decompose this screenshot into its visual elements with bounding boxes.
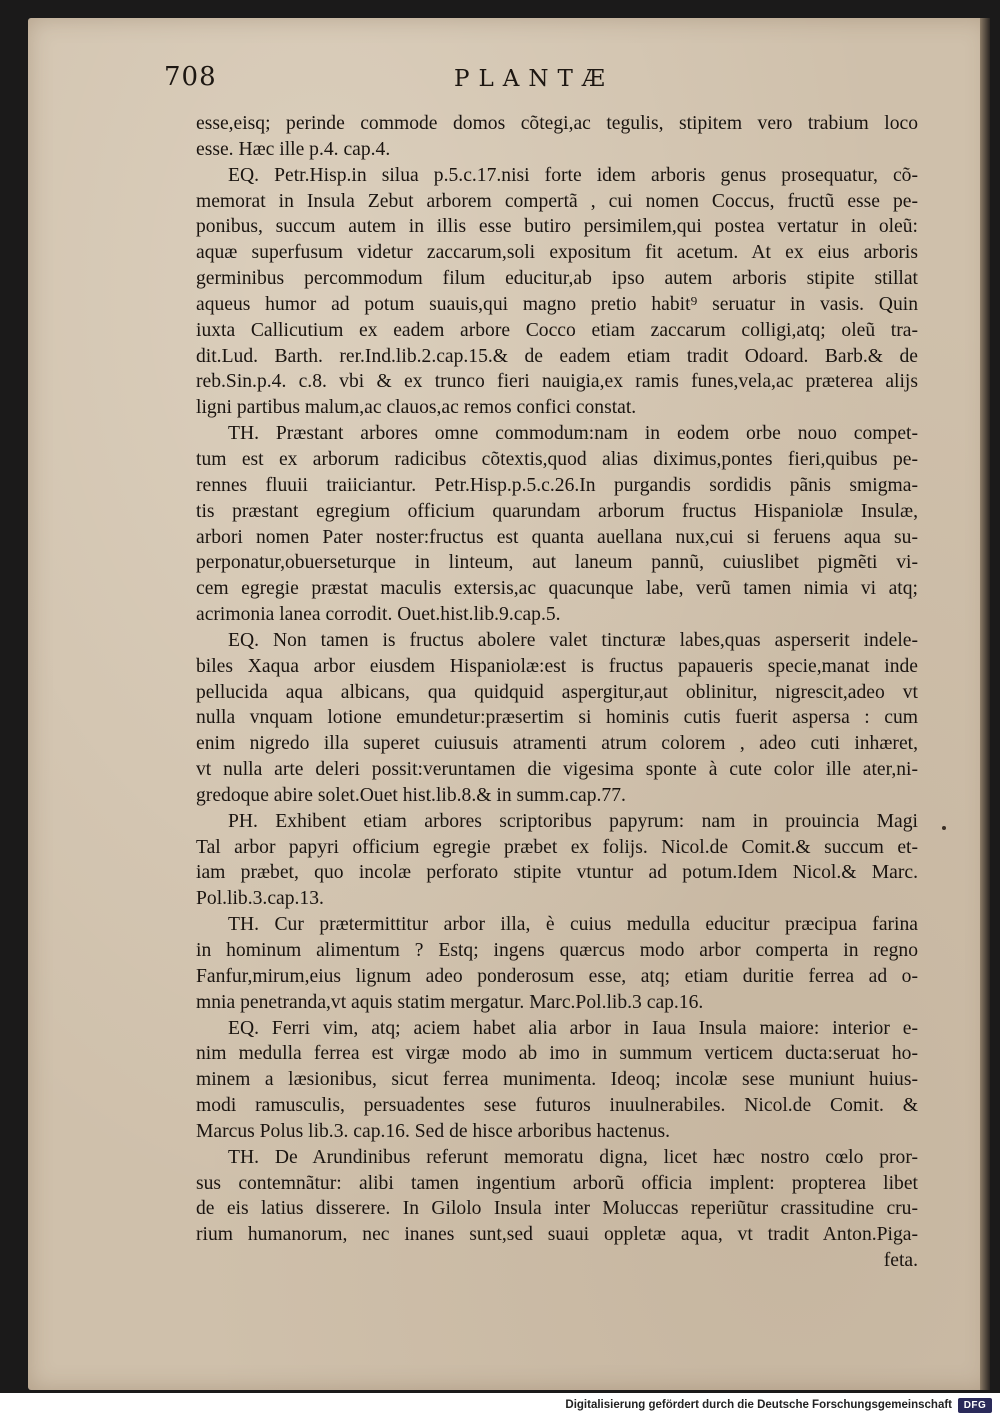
text-line: reb.Sin.p.4. c.8. vbi & ex trunco fieri nauigia,ex ramis funes,vela,ac præterea alijs bbox=[196, 371, 918, 393]
text-line: TH. Cur prætermittitur arbor illa, è cuius medulla educitur præcipua farina bbox=[228, 914, 918, 936]
text-line: Pol.lib.3.cap.13. bbox=[196, 888, 324, 910]
text-line: feta. bbox=[883, 1250, 918, 1272]
running-title: PLANTÆ bbox=[454, 66, 614, 92]
text-line: TH. Præstant arbores omne commodum:nam in eodem orbe nouo compet- bbox=[228, 423, 918, 445]
page-edge bbox=[980, 18, 990, 1390]
text-line: iuxta Callicutium ex eadem arbore Cocco etiam zaccarum colligi,atq; oleũ tra- bbox=[196, 319, 918, 341]
page-number: 708 bbox=[164, 62, 217, 92]
text-line: minem a læsionibus, sicut ferrea munimenta. Ideoq; incolæ sese muniunt huius- bbox=[196, 1069, 918, 1091]
text-line: tum est ex arborum radicibus cõtextis,quod alias diximus,pontes fieri,quibus pe- bbox=[196, 448, 918, 470]
text-line: nim medulla ferrea est virgæ modo ab imo in summum verticem ducta:seruat ho- bbox=[196, 1043, 918, 1065]
text-line: rennes fluuii traiiciantur. Petr.Hisp.p.5.c.26.In purgandis sordidis pãnis smigma- bbox=[196, 474, 918, 496]
text-line: esse,eisq; perinde commode domos cõtegi,ac tegulis, stipitem vero trabium loco bbox=[196, 113, 918, 134]
text-line: TH. De Arundinibus referunt memoratu digna, licet hæc nostro cœlo pror- bbox=[228, 1146, 918, 1168]
text-line: rium humanorum, nec inanes sunt,sed suaui oppletæ aqua, vt tradit Anton.Piga- bbox=[196, 1224, 918, 1246]
running-head bbox=[164, 62, 914, 102]
text-line: memorat in Insula Zebut arborem compertã , cui nomen Coccus, fructũ esse pe- bbox=[196, 190, 918, 212]
text-line: EQ. Ferri vim, atq; aciem habet alia arbor in Iaua Insula maiore: interior e- bbox=[228, 1017, 918, 1039]
text-line: aqueus humor ad potum suauis,qui magno pretio habit⁹ seruatur in vasis. Quin bbox=[196, 293, 918, 315]
text-line: biles Xaqua arbor eiusdem Hispaniolæ:est is fructus papaueris specie,manat inde bbox=[196, 655, 918, 677]
text-line: sus contemnãtur: alibi tamen ingentium arborũ officia implent: propterea libet bbox=[196, 1172, 918, 1194]
text-line: arbori nomen Pater noster:fructus est quanta auellana nux,cui si feruens aqua su- bbox=[196, 526, 918, 548]
text-line: dit.Lud. Barth. rer.Ind.lib.2.cap.15.& de eadem etiam tradit Odoard. Barb.& de bbox=[196, 345, 918, 367]
text-line: mnia penetranda,vt aquis statim mergatur. Marc.Pol.lib.3 cap.16. bbox=[196, 991, 704, 1013]
text-line: PH. Exhibent etiam arbores scriptoribus papyrum: nam in prouincia Magi bbox=[228, 810, 918, 832]
text-line: cem egregie præstat maculis extersis,ac quacunque labe, verũ tamen nimia vi atq; bbox=[196, 578, 918, 600]
text-line: perponatur,obuerseturque in linteum, aut laneum pannũ, cuiuslibet pigmẽti vi- bbox=[196, 552, 918, 574]
margin-mark bbox=[942, 826, 946, 830]
text-line: nulla vnquam lotione emundetur:præsertim si hominis cutis fuerit aspersa : cum bbox=[196, 707, 918, 729]
text-line: vt nulla arte deleri possit:veruntamen die vigesima sponte à cute color ille ater,ni- bbox=[196, 759, 918, 781]
body-text bbox=[196, 111, 918, 1274]
text-line: Fanfur,mirum,eius lignum adeo ponderosum esse, atq; etiam duritie ferrea ad o- bbox=[196, 965, 918, 987]
text-line: germinibus percommodum filum educitur,ab ipso autem arboris stipite stillat bbox=[196, 268, 918, 290]
text-line: aquæ superfusum videtur zaccarum,soli expositum fit acetum. At ex eius arboris bbox=[196, 242, 918, 264]
dfg-logo: DFG bbox=[958, 1398, 992, 1413]
text-line: acrimonia lanea corrodit. Ouet.hist.lib.9.cap.5. bbox=[196, 604, 561, 626]
text-line: Tal arbor papyri officium egregie præbet ex folijs. Nicol.de Comit.& succum et- bbox=[196, 836, 918, 858]
text-line: ponibus, succum autem in illis esse butiro persimilem,qui postea vertatur in oleũ: bbox=[196, 216, 918, 238]
text-line: in hominum alimentum ? Estq; ingens quærcus modo arbor comperta in regno bbox=[196, 940, 918, 961]
funding-credit: Digitalisierung gefördert durch die Deutsche Forschungsgemeinschaft bbox=[565, 1399, 952, 1411]
text-line: ligni partibus malum,ac clauos,ac remos confici constat. bbox=[196, 397, 637, 419]
text-line: EQ. Non tamen is fructus abolere valet tincturæ labes,quas asperserit indele- bbox=[228, 629, 918, 651]
text-line: EQ. Petr.Hisp.in silua p.5.c.17.nisi forte idem arboris genus prosequatur, cõ- bbox=[228, 164, 918, 186]
text-line: tis præstant egregium officium quarundam arborum fructus Hispaniolæ Insulæ, bbox=[196, 500, 918, 522]
text-line: de eis latius disserere. In Gilolo Insula inter Moluccas reperiũtur crassitudine cru- bbox=[196, 1198, 918, 1220]
text-line: iam præbet, quo incolæ perforato stipite vtuntur ad potum.Idem Nicol.& Marc. bbox=[196, 862, 918, 884]
text-line: pellucida aqua albicans, qua quidquid aspergitur,aut oblinitur, nigrescit,adeo vt bbox=[196, 681, 918, 703]
footer-bar bbox=[0, 1393, 1000, 1419]
text-line: esse. Hæc ille p.4. cap.4. bbox=[196, 138, 391, 160]
text-line: gredoque abire solet.Ouet hist.lib.8.& in summ.cap.77. bbox=[196, 784, 626, 806]
text-line: enim nigredo illa superet cuiusuis atramenti atrum colorem , adeo cuti inhæret, bbox=[196, 733, 918, 755]
text-line: Marcus Polus lib.3. cap.16. Sed de hisce arboribus hactenus. bbox=[196, 1120, 670, 1142]
text-line: modi ramusculis, persuadentes sese futuros inuulnerabiles. Nicol.de Comit. & bbox=[196, 1095, 918, 1117]
